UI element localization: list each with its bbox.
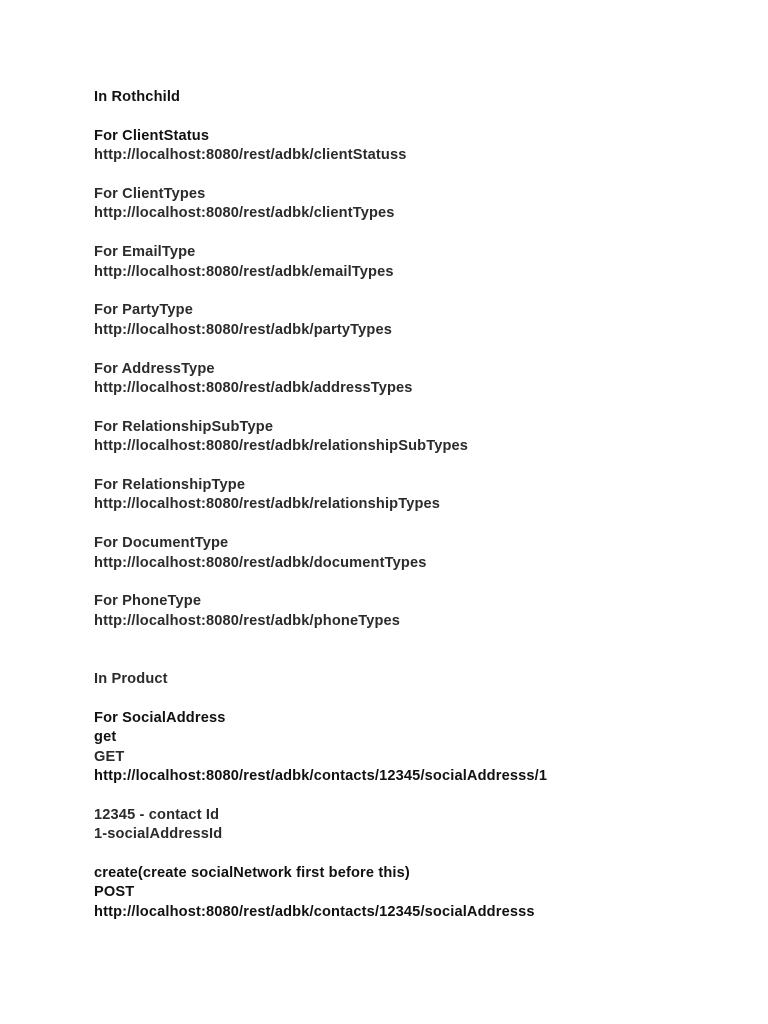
entry-url: http://localhost:8080/rest/adbk/clientStatuss [94, 147, 407, 164]
section-title-product: In Product [94, 671, 168, 688]
social-address-label: For SocialAddress [94, 709, 226, 726]
entry-relationship-sub-type [94, 418, 754, 457]
entry-label: For ClientTypes [94, 186, 206, 202]
entry-phone-type [94, 592, 754, 631]
entry-client-status [94, 127, 754, 166]
note-social-address-id: 1-socialAddressId [94, 826, 223, 843]
get-action: get [94, 729, 117, 746]
create-action: create(create socialNetwork first before this) [94, 865, 410, 882]
entry-url: http://localhost:8080/rest/adbk/documentTypes [94, 554, 427, 571]
entry-label: For EmailType [94, 244, 196, 261]
entry-relationship-type [94, 476, 754, 515]
entry-url: http://localhost:8080/rest/adbk/relationshipSubTypes [94, 438, 469, 455]
entry-label: For AddressType [94, 360, 215, 377]
entry-label: For ClientStatus [94, 127, 210, 144]
entry-email-type [94, 243, 754, 282]
entry-url: http://localhost:8080/rest/adbk/phoneTypes [94, 612, 401, 629]
create-url: http://localhost:8080/rest/adbk/contacts/12345/socialAddresss [94, 903, 535, 920]
entry-url: http://localhost:8080/rest/adbk/addressTypes [94, 380, 413, 397]
entry-address-type [94, 360, 754, 399]
note-contact-id: 12345 - contact Id [94, 806, 220, 823]
get-url: http://localhost:8080/rest/adbk/contacts/12345/socialAddresss/1 [94, 768, 548, 785]
entry-client-types [94, 185, 754, 224]
entry-label: For RelationshipSubType [94, 418, 274, 435]
entry-url: http://localhost:8080/rest/adbk/clientTypes [94, 205, 395, 222]
entry-url: http://localhost:8080/rest/adbk/emailTypes [94, 263, 394, 280]
social-address-block [94, 709, 754, 922]
entry-label: For RelationshipType [94, 477, 246, 494]
create-method: POST [94, 884, 135, 901]
entry-label: For PhoneType [94, 593, 202, 610]
entry-label: For DocumentType [94, 535, 229, 552]
entry-label: For PartyType [94, 302, 193, 319]
entry-document-type [94, 534, 754, 573]
section-title-rothchild: In Rothchild [94, 89, 181, 105]
entry-url: http://localhost:8080/rest/adbk/relationshipTypes [94, 496, 441, 513]
entry-party-type [94, 301, 754, 340]
entry-url: http://localhost:8080/rest/adbk/partyTypes [94, 321, 392, 338]
get-method: GET [94, 748, 125, 765]
document-page [94, 88, 754, 922]
